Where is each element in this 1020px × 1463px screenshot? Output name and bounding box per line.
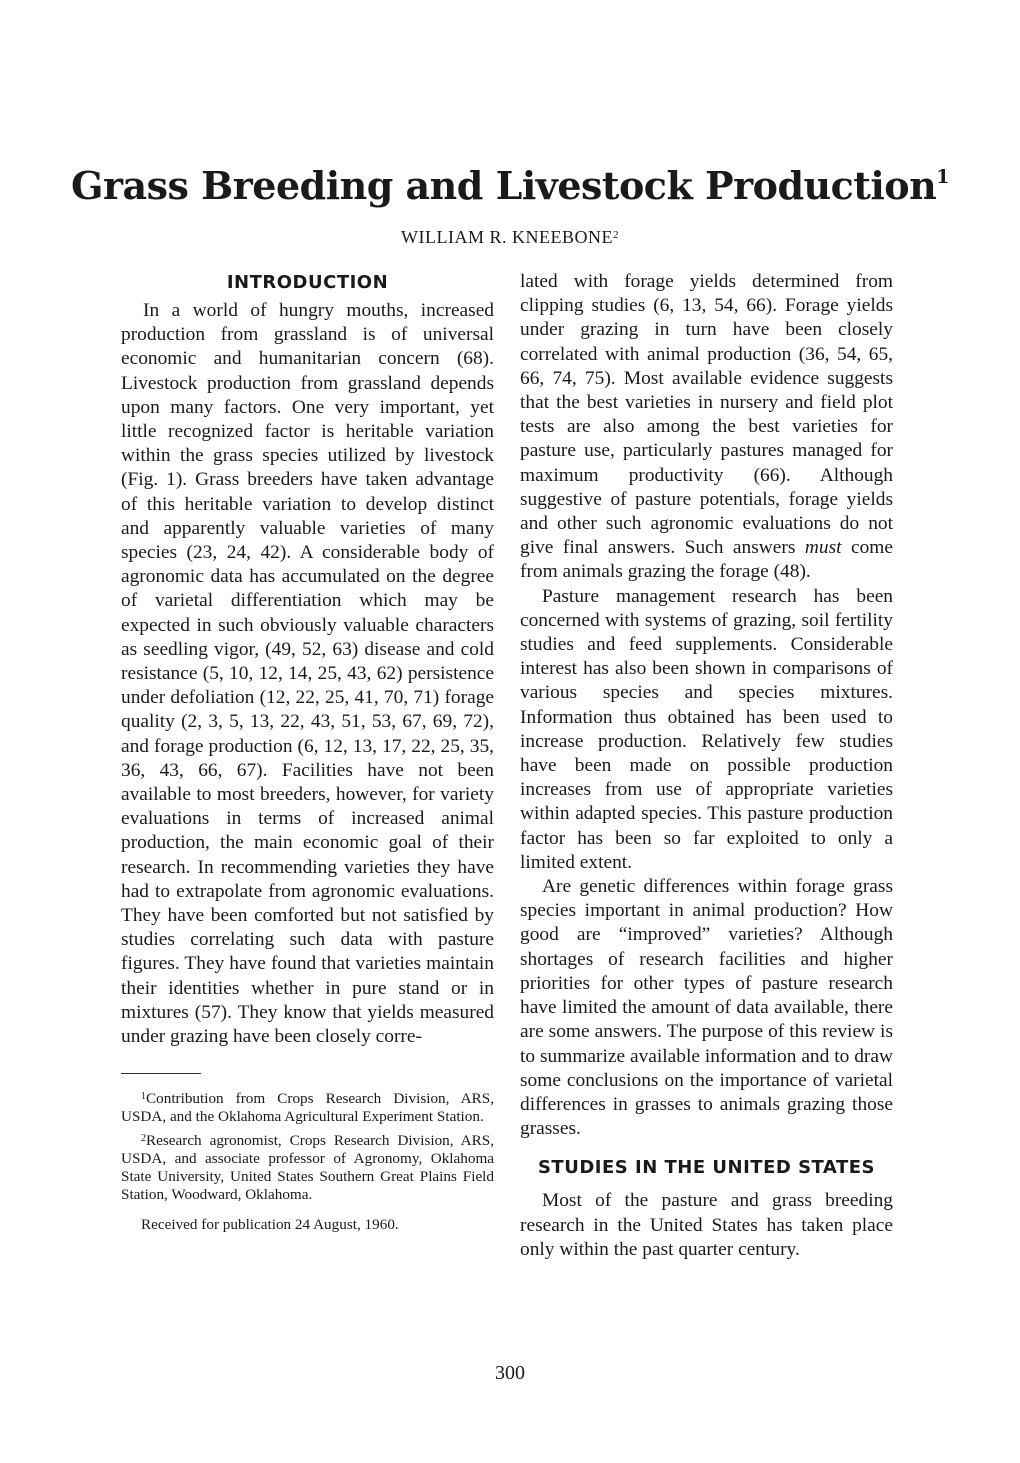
footnote-divider	[121, 1073, 201, 1074]
footnote-2-mark: 2	[141, 1133, 146, 1145]
left-column	[121, 270, 494, 1234]
genetic-differences-paragraph: Are genetic differences within forage grass species important in animal production? How good are “improved” varieties? Although shortages of research facilities and higher priorities for other types of pasture research have limited the amount of data available, there are some answers. The purpose of this review is to summarize available information and to draw some conclusions on the importance of varietal differences in grasses to animals grazing those grasses.	[520, 876, 893, 1140]
united-states-paragraph: Most of the pasture and grass breeding research in the United States has taken place only within the past quarter century.	[520, 1190, 893, 1260]
footnote-1-mark: 1	[141, 1091, 146, 1103]
continued-text: lated with forage yields determined from clipping studies (6, 13, 54, 66). Forage yields under grazing in turn have been closely correlated with animal production (36, 54, 65, 66, 74, 75). Most available evidence suggests that the best varieties in nursery and field plot tests are also among the best varieties for pasture use, particularly pastures managed for maximum productivity (66). Although suggestive of pasture potentials, forage yields and other such agronomic evaluations do not give final answers. Such answers	[520, 271, 893, 559]
united-states-heading: STUDIES IN THE UNITED STATES	[537, 1157, 876, 1179]
author-line	[0, 227, 1020, 248]
title-text: Grass Breeding and Livestock Production	[71, 163, 937, 208]
footnote-2	[121, 1130, 494, 1204]
intro-paragraph: In a world of hungry mouths, increased production from grassland is of universal economic and humanitarian concern (68). Livestock production from grassland depends upon many factors. One very important, yet little recognized factor is heritable variation within the grass species utilized by livestock (Fig. 1). Grass breeders have taken advantage of this heritable variation to develop distinct and apparently valuable varieties of many species (23, 24, 42). A considerable body of agronomic data has accumulated on the degree of varietal differentiation which may be expected in such obviously valuable characters as seedling vigor, (49, 52, 63) disease and cold resistance (5, 10, 12, 14, 25, 43, 62) persistence under defoliation (12, 22, 25, 41, 70, 71) forage quality (2, 3, 5, 13, 22, 43, 51, 53, 67, 69, 72), and forage production (6, 12, 13, 17, 22, 25, 35, 36, 43, 66, 67). Facilities have not been available to most breeders, however, for variety evaluations in terms of increased animal production, the main economic goal of their research. In recommending varieties they have had to extrapolate from agronomic evaluations. They have been comforted but not satisfied by studies correlating such data with pasture figures. They have found that varieties maintain their identities whether in pure stand or in mixtures (57). They know that yields measured under grazing have been closely corre-	[121, 300, 494, 1048]
footnote-1-text: Contribution from Crops Research Division, ARS, USDA, and the Oklahoma Agricultural Experiment Station.	[121, 1090, 494, 1126]
pasture-management-paragraph: Pasture management research has been concerned with systems of grazing, soil fertility studies and feed supplements. Considerable interest has also been shown in comparisons of various species and species mixtures. Information thus obtained has been used to increase production. Relatively few studies have been made on possible production increases from use of appropriate varieties within adapted species. This pasture production factor has been so far exploited to only a limited extent.	[520, 585, 893, 873]
page-number: 300	[495, 1362, 525, 1384]
author-footnote-mark: 2	[612, 229, 619, 241]
continued-text-end: come from animals grazing the forage (48).	[520, 537, 893, 583]
continued-paragraph	[520, 270, 893, 585]
received-date: Received for publication 24 August, 1960.	[141, 1216, 399, 1234]
title-footnote-mark: 1	[936, 166, 949, 188]
footnote-2-text: Research agronomist, Crops Research Division, ARS, USDA, and associate professor of Agronomy, Oklahoma State University, United States Southern Great Plains Field Station, Woodward, Oklahoma.	[121, 1132, 494, 1204]
article-title	[0, 163, 1020, 208]
footnote-1	[121, 1088, 494, 1126]
right-column	[520, 270, 893, 1262]
emphasis-must: must	[804, 537, 842, 559]
author-name: WILLIAM R. KNEEBONE	[401, 227, 613, 247]
introduction-heading: INTRODUCTION	[226, 272, 389, 293]
